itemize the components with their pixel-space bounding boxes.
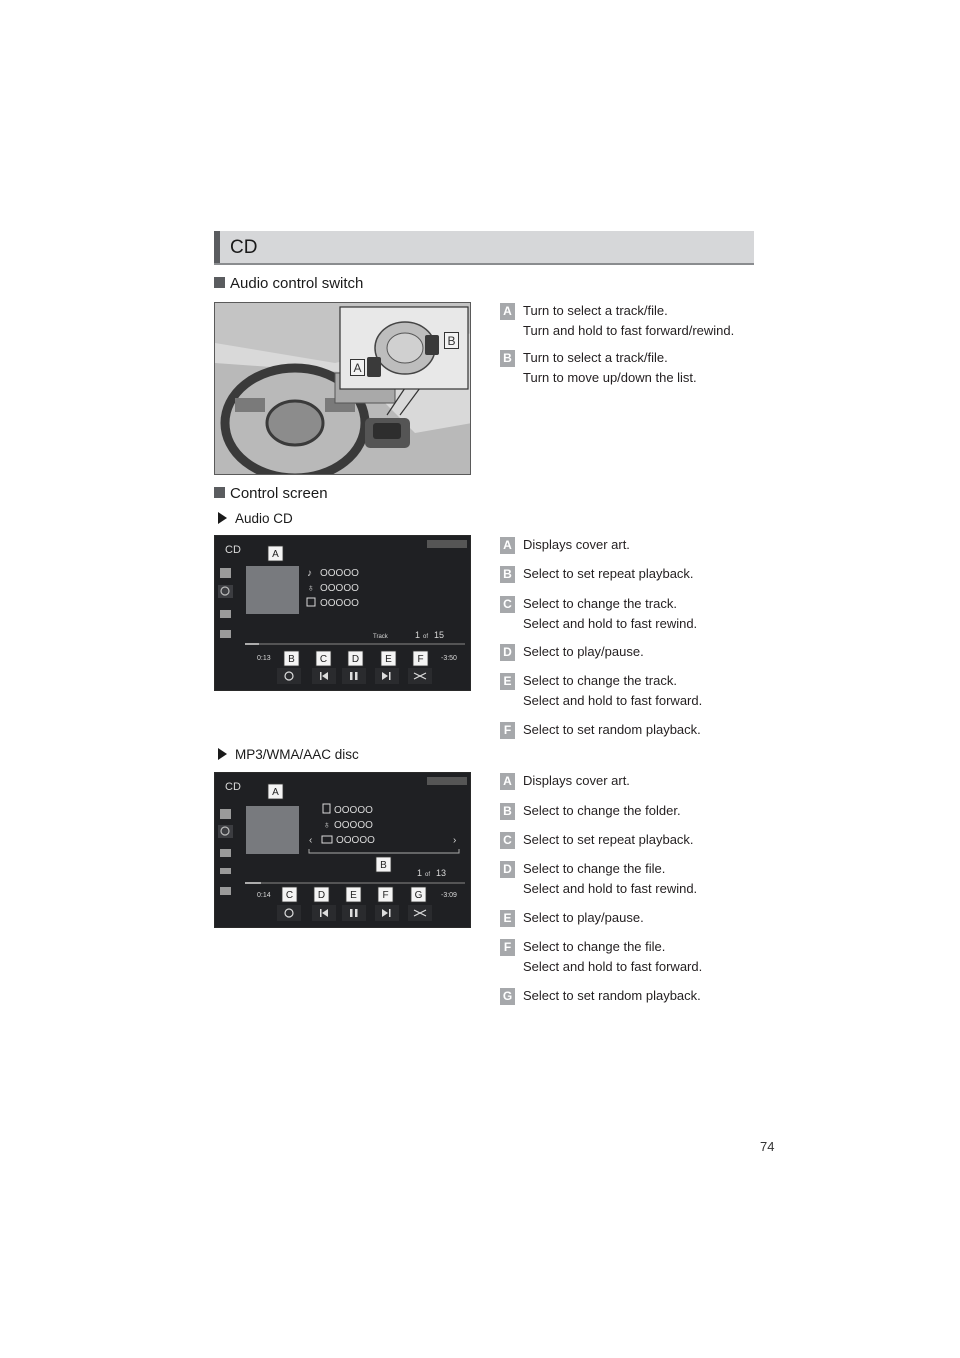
mp3-f-description: Select to change the file. Select and hold to fast forward. <box>523 939 703 974</box>
badge-cd-e: E <box>500 673 515 690</box>
elapsed-time: 0:14 <box>257 892 271 899</box>
track-label: Track <box>373 634 388 640</box>
svg-text:♁: ♁ <box>323 820 331 831</box>
info-row-3: OOOOO <box>320 598 359 609</box>
section-title: CD <box>230 237 258 258</box>
svg-text:F: F <box>382 890 389 901</box>
cd-b-description: Select to set repeat playback. <box>523 566 694 581</box>
screen-title: CD <box>225 781 241 793</box>
elapsed-time: 0:13 <box>257 655 271 662</box>
info-row-2: OOOOO <box>320 583 359 594</box>
svg-text:D: D <box>351 654 360 665</box>
audio-cd-heading: Audio CD <box>218 511 293 526</box>
remaining-time: -3:50 <box>441 655 457 662</box>
svg-text:C: C <box>285 890 294 901</box>
cd-e-description: Select to change the track. Select and hold to fast forward. <box>523 673 703 708</box>
screen-title: CD <box>225 544 241 556</box>
mp3-g-description: Select to set random playback. <box>523 988 701 1003</box>
mp3-b-description: Select to change the folder. <box>523 803 681 818</box>
badge-cd-a: A <box>500 537 515 554</box>
page-number: 74 <box>760 1139 775 1154</box>
track-position: 1 <box>415 630 421 640</box>
switch-a-description: Turn to select a track/file. Turn and hold to fast forward/rewind. <box>523 303 735 338</box>
info-row-2: OOOOO <box>334 820 373 831</box>
switch-b-description: Turn to select a track/file. Turn to move up/down the list. <box>523 350 697 385</box>
mp3-disc-screen-graphic <box>215 773 471 928</box>
section-header <box>214 231 754 265</box>
badge-mp3-c: C <box>500 832 515 849</box>
cd-c-description: Select to change the track. Select and hold to fast rewind. <box>523 596 698 631</box>
control-switch-photo <box>214 302 471 475</box>
status-icons <box>427 540 467 548</box>
transport-controls <box>277 668 432 684</box>
info-row-3: OOOOO <box>336 835 375 846</box>
mp3-disc-screen <box>214 772 471 928</box>
square-bullet-icon <box>214 277 225 288</box>
svg-text:B: B <box>288 654 295 665</box>
info-row-1: OOOOO <box>334 805 373 816</box>
track-total: 15 <box>434 630 445 640</box>
square-bullet-icon <box>214 487 225 498</box>
svg-text:♪: ♪ <box>307 568 312 579</box>
folder-prev-icon: ‹ <box>309 835 313 846</box>
badge-cd-c: C <box>500 596 515 613</box>
track-position: 1 <box>417 868 423 878</box>
status-icons <box>427 777 467 785</box>
cover-art <box>246 566 299 614</box>
badge-cd-d: D <box>500 644 515 661</box>
mp3-d-description: Select to change the file. Select and hold to fast rewind. <box>523 861 698 896</box>
cover-art <box>246 806 299 854</box>
svg-text:E: E <box>385 654 392 665</box>
svg-text:D: D <box>317 890 326 901</box>
arrow-bullet-icon <box>218 512 227 524</box>
control-screen-heading: Control screen <box>214 485 328 502</box>
svg-text:G: G <box>414 890 423 901</box>
photo-callout-b: B <box>444 332 459 349</box>
audio-switch-heading: Audio control switch <box>214 275 363 292</box>
dashboard-illustration <box>215 303 471 475</box>
mp3-c-description: Select to set repeat playback. <box>523 832 694 847</box>
svg-text:A: A <box>272 787 279 798</box>
folder-next-icon: › <box>453 835 457 846</box>
badge-mp3-g: G <box>500 988 515 1005</box>
svg-text:B: B <box>380 860 387 871</box>
photo-callout-a: A <box>350 359 365 376</box>
svg-text:C: C <box>319 654 328 665</box>
arrow-bullet-icon <box>218 748 227 760</box>
cd-d-description: Select to play/pause. <box>523 644 644 659</box>
badge-mp3-d: D <box>500 861 515 878</box>
cd-f-description: Select to set random playback. <box>523 722 701 737</box>
track-of: of <box>423 634 429 640</box>
audio-cd-screen-graphic <box>215 536 471 691</box>
svg-text:F: F <box>417 654 424 665</box>
remaining-time: -3:09 <box>441 892 457 899</box>
badge-mp3-f: F <box>500 939 515 956</box>
audio-cd-screen <box>214 535 471 691</box>
mp3-disc-heading: MP3/WMA/AAC disc <box>218 747 359 762</box>
svg-text:E: E <box>350 890 357 901</box>
section-accent <box>214 231 220 263</box>
info-row-1: OOOOO <box>320 568 359 579</box>
badge-mp3-e: E <box>500 910 515 927</box>
svg-text:♁: ♁ <box>307 583 315 594</box>
badge-switch-b: B <box>500 350 515 367</box>
badge-switch-a: A <box>500 303 515 320</box>
badge-mp3-b: B <box>500 803 515 820</box>
badge-mp3-a: A <box>500 773 515 790</box>
badge-cd-f: F <box>500 722 515 739</box>
badge-cd-b: B <box>500 566 515 583</box>
track-total: 13 <box>436 868 447 878</box>
mp3-a-description: Displays cover art. <box>523 773 630 788</box>
track-of: of <box>425 872 431 878</box>
svg-text:A: A <box>272 549 279 560</box>
mp3-e-description: Select to play/pause. <box>523 910 644 925</box>
cd-a-description: Displays cover art. <box>523 537 630 552</box>
transport-controls <box>277 905 432 921</box>
